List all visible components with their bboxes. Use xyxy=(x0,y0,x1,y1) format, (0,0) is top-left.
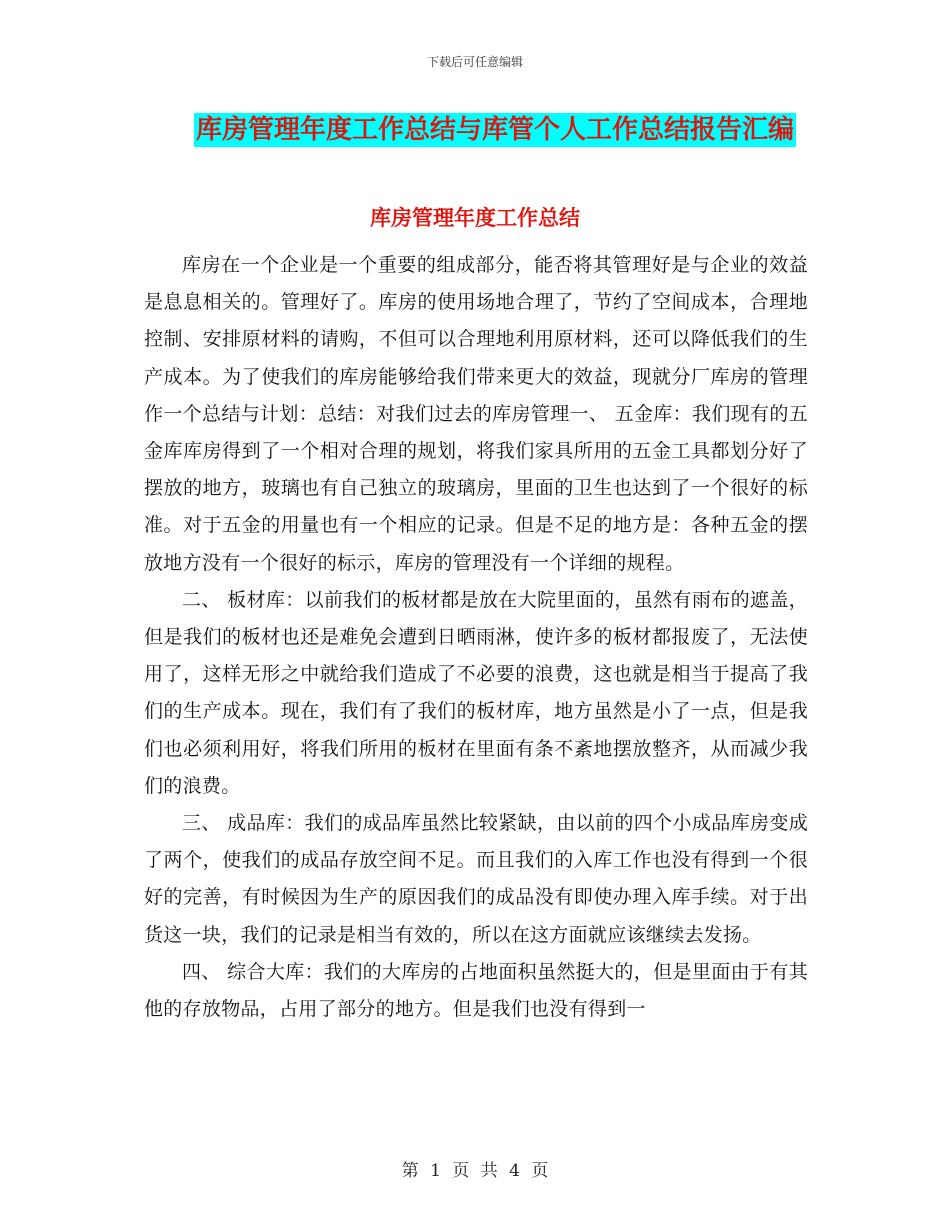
paragraph-finished-goods: 三、 成品库：我们的成品库虽然比较紧缺，由以前的四个小成品库房变成了两个，使我们的成品存放空间不足。而且我们的入库工作也没有得到一个很好的完善，有时候因为生产的原因我们的成品没有即使办理入库手续。对于出货这一块，我们的记录是相当有效的，所以在这方面就应该继续去发扬。 xyxy=(144,812,808,946)
document-body xyxy=(144,247,808,1028)
document-title-container xyxy=(0,113,950,147)
paragraph-board-storage: 二、 板材库：以前我们的板材都是放在大院里面的，虽然有雨布的遮盖，但是我们的板材也还是难免会遭到日晒雨淋，使许多的板材都报废了，无法使用了，这样无形之中就给我们造成了不必要的浪费，这也就是相当于提高了我们的生产成本。现在，我们有了我们的板材库，地方虽然是小了一点，但是我们也必须利用好，将我们所用的板材在里面有条不紊地摆放整齐，从而减少我们的浪费。 xyxy=(144,588,808,797)
paragraph-intro: 库房在一个企业是一个重要的组成部分，能否将其管理好是与企业的效益是息息相关的。管理好了。库房的使用场地合理了，节约了空间成本，合理地控制、安排原材料的请购，不但可以合理地利用原材料，还可以降低我们的生产成本。为了使我们的库房能够给我们带来更大的效益，现就分厂库房的管理作一个总结与计划：总结：对我们过去的库房管理一、 五金库：我们现有的五金库库房得到了一个相对合理的规划，将我们家具所用的五金工具都划分好了摆放的地方，玻璃也有自己独立的玻璃房，里面的卫生也达到了一个很好的标准。对于五金的用量也有一个相应的记录。但是不足的地方是：各种五金的摆放地方没有一个很好的标示，库房的管理没有一个详细的规程。 xyxy=(144,254,808,574)
page-number: 第 1 页 共 4 页 xyxy=(401,1161,549,1181)
section-title: 库房管理年度工作总结 xyxy=(370,206,580,230)
paragraph-general-warehouse: 四、 综合大库：我们的大库房的占地面积虽然挺大的，但是里面由于有其他的存放物品，占用了部分的地方。但是我们也没有得到一 xyxy=(144,960,808,1021)
page-header-note: 下载后可任意编辑 xyxy=(426,55,523,69)
document-title: 库房管理年度工作总结与库管个人工作总结报告汇编 xyxy=(195,115,794,145)
